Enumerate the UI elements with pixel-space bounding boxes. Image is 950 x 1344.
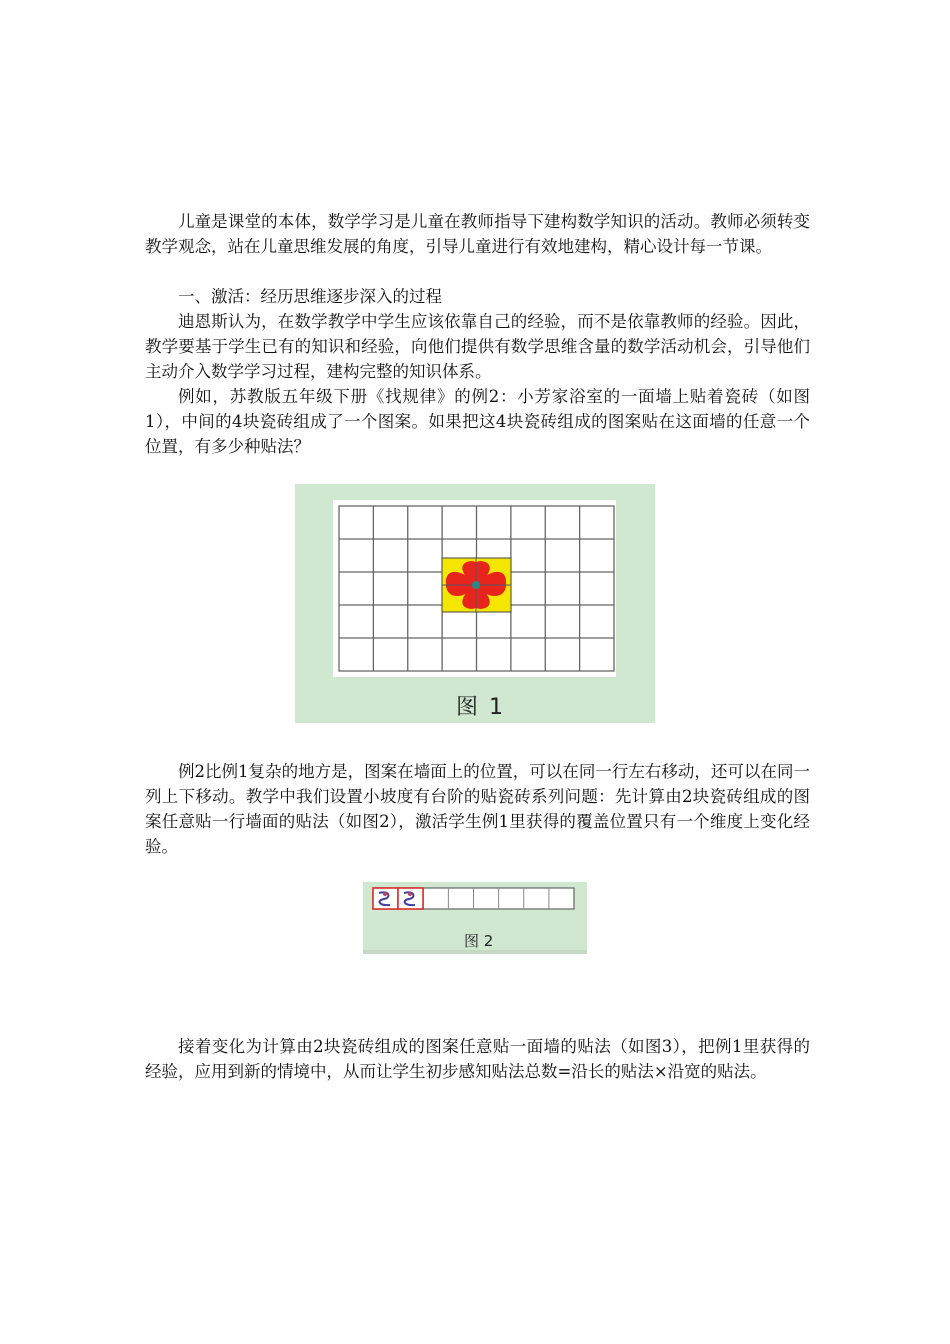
section-heading: 一、激活：经历思维逐步深入的过程 — [178, 287, 442, 306]
paragraph-dienes: 迪恩斯认为，在数学教学中学生应该依靠自己的经验，而不是依靠教师的经验。因此，教学要基于学生已有的知识和经验，向他们提供有数学思维含量的数学活动机会，引导他们主动介入数学学习过程，建构完整的知识体系。 — [145, 312, 810, 381]
patterned-tiles — [373, 888, 423, 909]
figure-1-tile-wall — [295, 484, 655, 723]
paragraph-example2: 例2比例1复杂的地方是，图案在墙面上的位置，可以在同一行左右移动，还可以在同一列上下移动。教学中我们设置小坡度有台阶的贴瓷砖系列问题：先计算由2块瓷砖组成的图案任意贴一行墙面的贴法（如图2），激活学生例1里获得的覆盖位置只有一个维度上变化经验。 — [145, 762, 810, 856]
paragraph-example3: 接着变化为计算由2块瓷砖组成的图案任意贴一面墙的贴法（如图3），把例1里获得的经验，应用到新的情境中，从而让学生初步感知贴法总数=沿长的贴法×沿宽的贴法。 — [145, 1037, 810, 1081]
figure-2-caption: 图 2 — [464, 932, 494, 950]
paragraph-example: 例如，苏教版五年级下册《找规律》的例2：小芳家浴室的一面墙上贴着瓷砖（如图1），中间的4块瓷砖组成了一个图案。如果把这4块瓷砖组成的图案贴在这面墙的任意一个位置，有多少种贴法？ — [145, 387, 810, 456]
figure-2 — [363, 882, 587, 954]
flower-pattern — [442, 558, 511, 612]
figure-1-caption: 图 1 — [456, 695, 505, 720]
paragraph-intro: 儿童是课堂的本体，数学学习是儿童在教师指导下建构数学知识的活动。教师必须转变教学观念，站在儿童思维发展的角度，引导儿童进行有效地建构，精心设计每一节课。 — [145, 212, 810, 256]
figure-1 — [295, 484, 655, 723]
